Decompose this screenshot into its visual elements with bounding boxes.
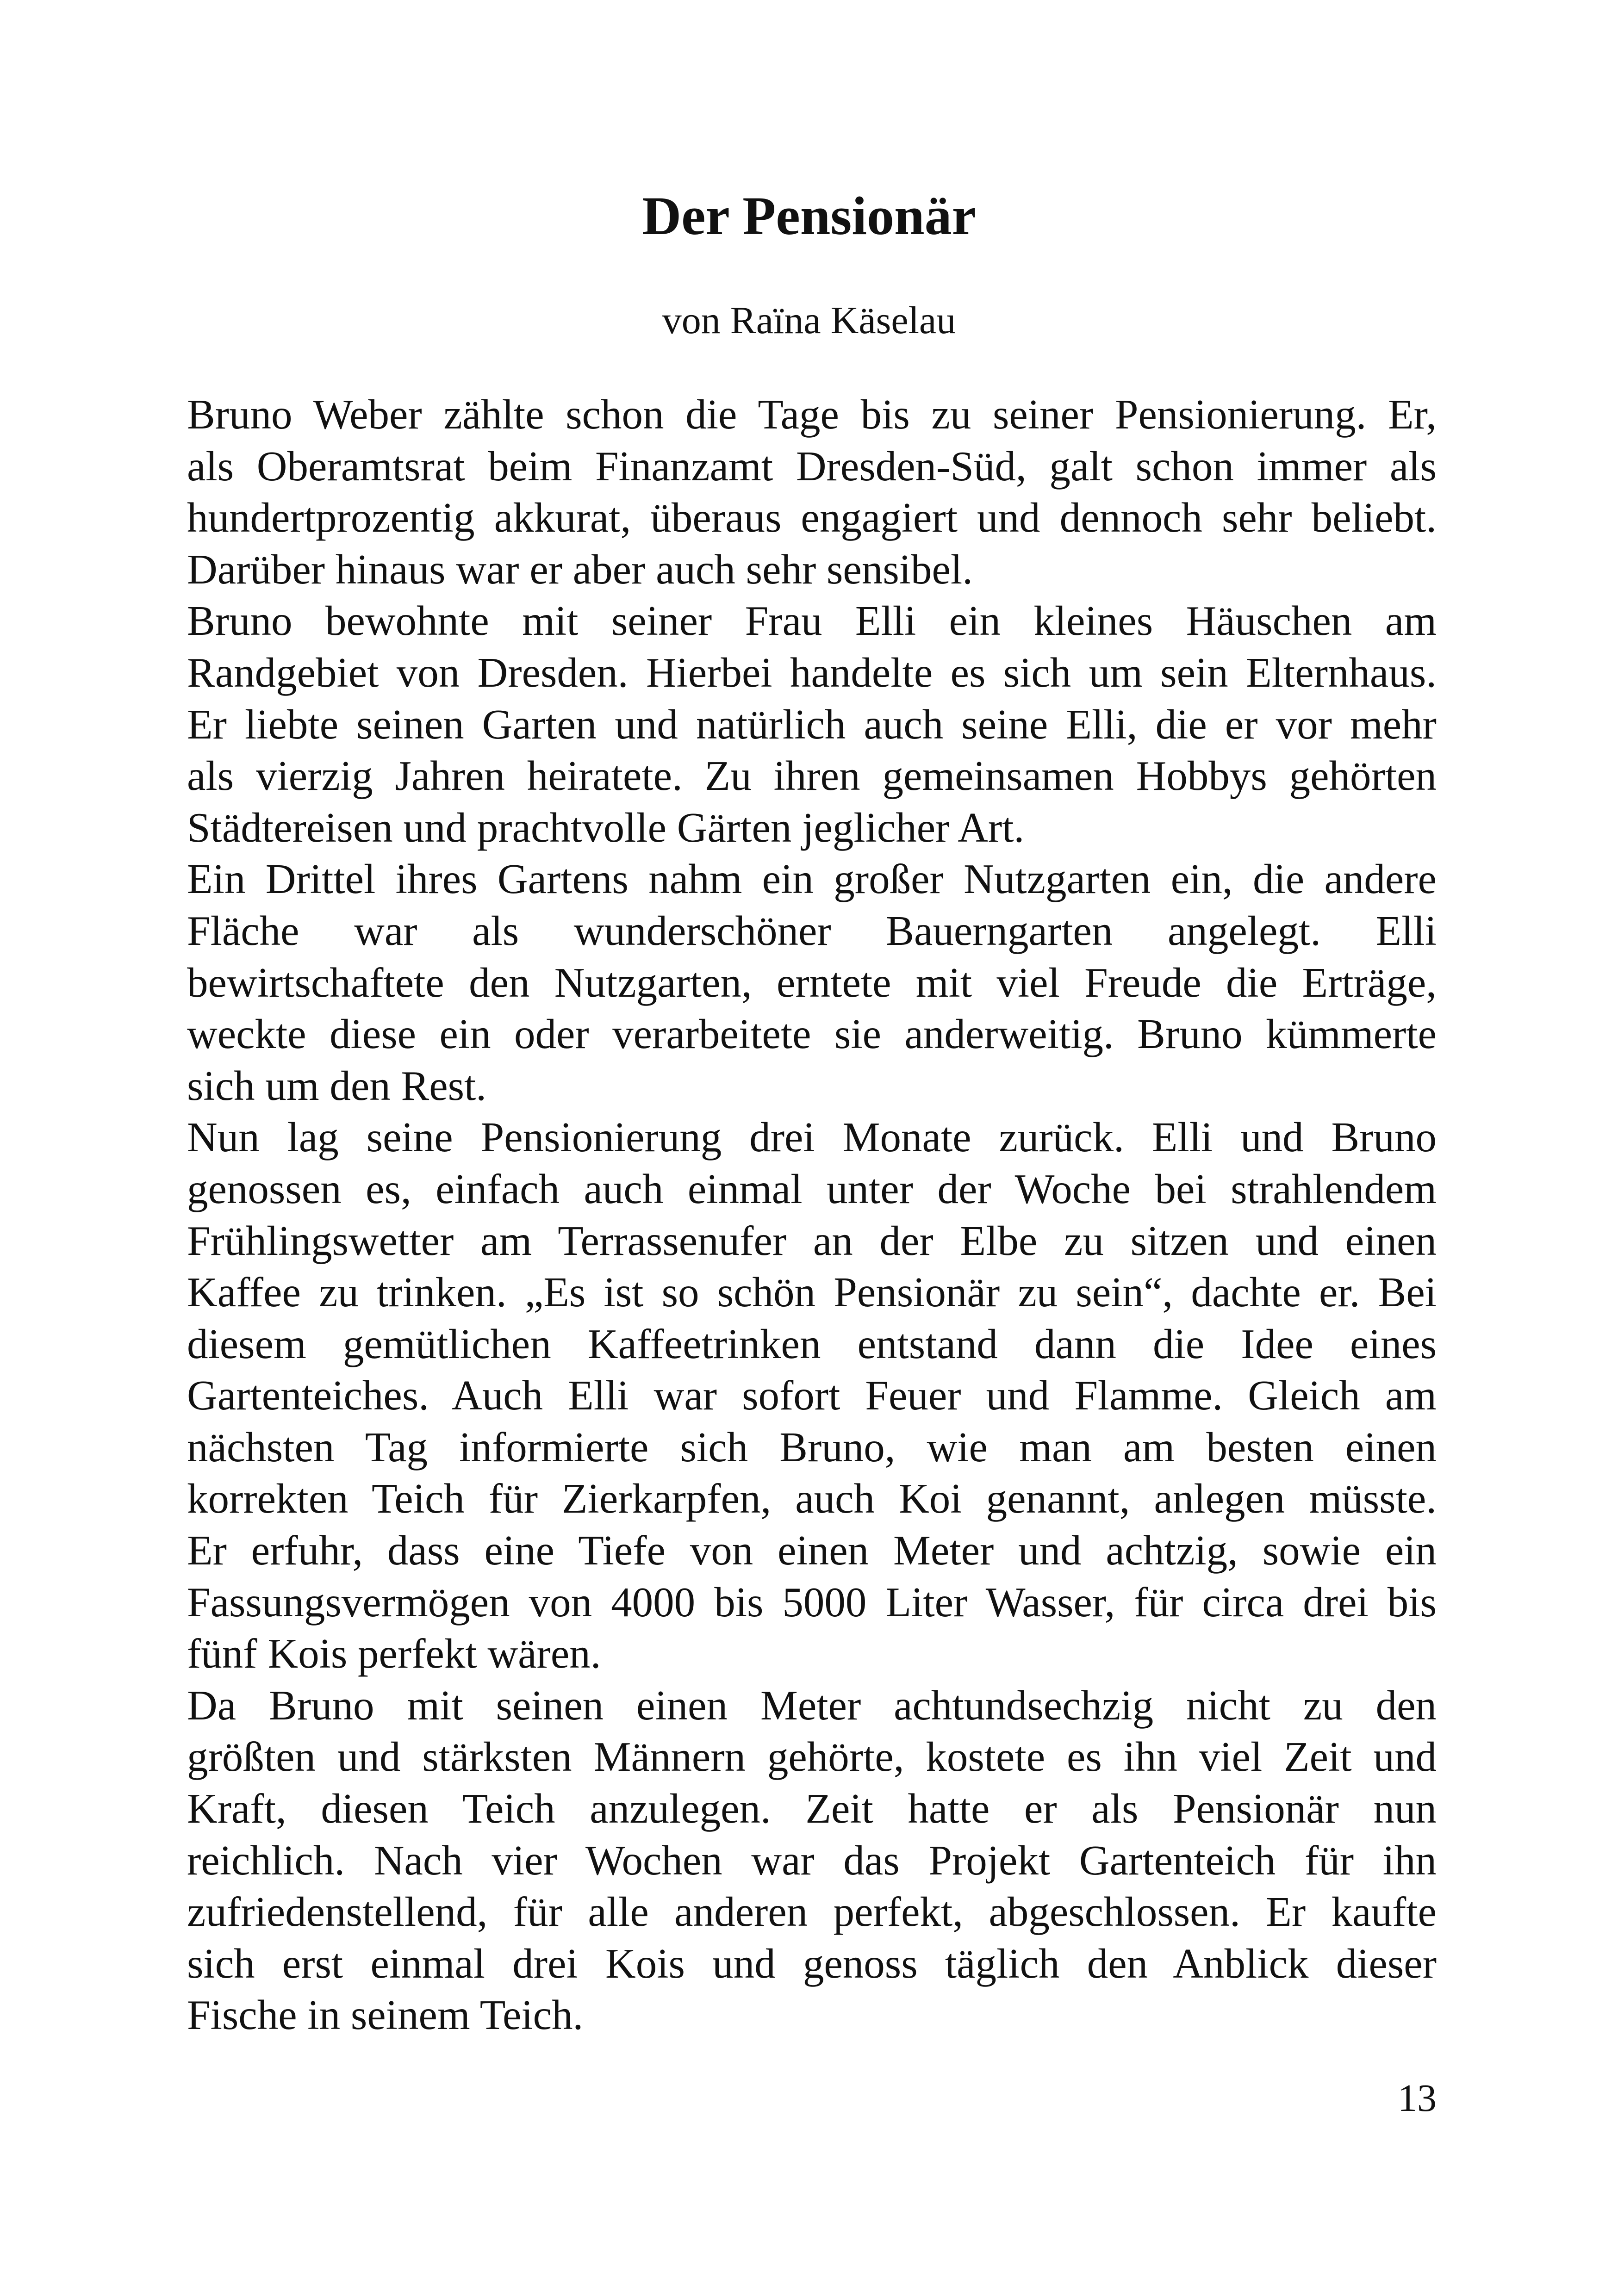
author-byline: von Raïna Käselau (662, 299, 956, 342)
text-line: Gartenteiches. Auch Elli war sofort Feuer und Flamme. Gleich am (187, 1372, 1437, 1419)
text-line: korrekten Teich für Zierkarpfen, auch Koi genannt, anlegen müsste. (187, 1475, 1437, 1522)
text-line: als vierzig Jahren heiratete. Zu ihren gemeinsamen Hobbys gehörten (187, 752, 1437, 800)
text-line: diesem gemütlichen Kaffeetrinken entstand dann die Idee eines (187, 1320, 1437, 1367)
text-line: Städtereisen und prachtvolle Gärten jeglicher Art. (187, 804, 1025, 851)
text-line: Fassungsvermögen von 4000 bis 5000 Liter Wasser, für circa drei bis (187, 1578, 1437, 1626)
story-body (187, 389, 1437, 2041)
text-line: Frühlingswetter am Terrassenufer an der Elbe zu sitzen und einen (187, 1217, 1437, 1264)
text-line: als Oberamtsrat beim Finanzamt Dresden-Süd, galt schon immer als (187, 442, 1437, 490)
text-line: sich um den Rest. (187, 1062, 487, 1109)
text-line: sich erst einmal drei Kois und genoss täglich den Anblick dieser (187, 1940, 1437, 1987)
text-line: größten und stärksten Männern gehörte, kostete es ihn viel Zeit und (187, 1733, 1437, 1781)
text-line: Darüber hinaus war er aber auch sehr sensibel. (187, 546, 973, 593)
text-line: Nun lag seine Pensionierung drei Monate zurück. Elli und Bruno (187, 1114, 1437, 1161)
paragraph (187, 853, 1437, 1111)
text-line: weckte diese ein oder verarbeitete sie anderweitig. Bruno kümmerte (187, 1011, 1437, 1058)
text-line: zufriedenstellend, für alle anderen perfekt, abgeschlossen. Er kaufte (187, 1888, 1437, 1936)
text-line: genossen es, einfach auch einmal unter der Woche bei strahlendem (187, 1165, 1437, 1212)
text-line: fünf Kois perfekt wären. (187, 1630, 601, 1677)
paragraph (187, 389, 1437, 595)
paragraph (187, 1111, 1437, 1680)
text-line: Kraft, diesen Teich anzulegen. Zeit hatte er als Pensionär nun (187, 1785, 1437, 1832)
text-line: Kaffee zu trinken. „Es ist so schön Pensionär zu sein“, dachte er. Bei (187, 1269, 1437, 1316)
page-number: 13 (1398, 2077, 1437, 2120)
text-line: reichlich. Nach vier Wochen war das Projekt Gartenteich für ihn (187, 1837, 1437, 1884)
text-line: Bruno Weber zählte schon die Tage bis zu seiner Pensionierung. Er, (187, 391, 1437, 438)
text-line: Er erfuhr, dass eine Tiefe von einen Meter und achtzig, sowie ein (187, 1527, 1437, 1574)
text-line: Er liebte seinen Garten und natürlich auch seine Elli, die er vor mehr (187, 701, 1437, 748)
text-line: hundertprozentig akkurat, überaus engagiert und dennoch sehr beliebt. (187, 494, 1437, 541)
text-line: nächsten Tag informierte sich Bruno, wie man am besten einen (187, 1423, 1437, 1471)
text-line: Da Bruno mit seinen einen Meter achtundsechzig nicht zu den (187, 1682, 1437, 1729)
text-line: bewirtschaftete den Nutzgarten, erntete mit viel Freude die Erträge, (187, 959, 1437, 1006)
paragraph (187, 595, 1437, 853)
text-line: Randgebiet von Dresden. Hierbei handelte es sich um sein Elternhaus. (187, 649, 1437, 696)
story-title: Der Pensionär (641, 186, 977, 246)
text-line: Fische in seinem Teich. (187, 1992, 584, 2039)
text-line: Fläche war als wunderschöner Bauerngarten angelegt. Elli (187, 907, 1437, 954)
text-line: Ein Drittel ihres Gartens nahm ein großer Nutzgarten ein, die andere (187, 856, 1437, 903)
text-line: Bruno bewohnte mit seiner Frau Elli ein kleines Häuschen am (187, 597, 1437, 645)
paragraph (187, 1680, 1437, 2041)
